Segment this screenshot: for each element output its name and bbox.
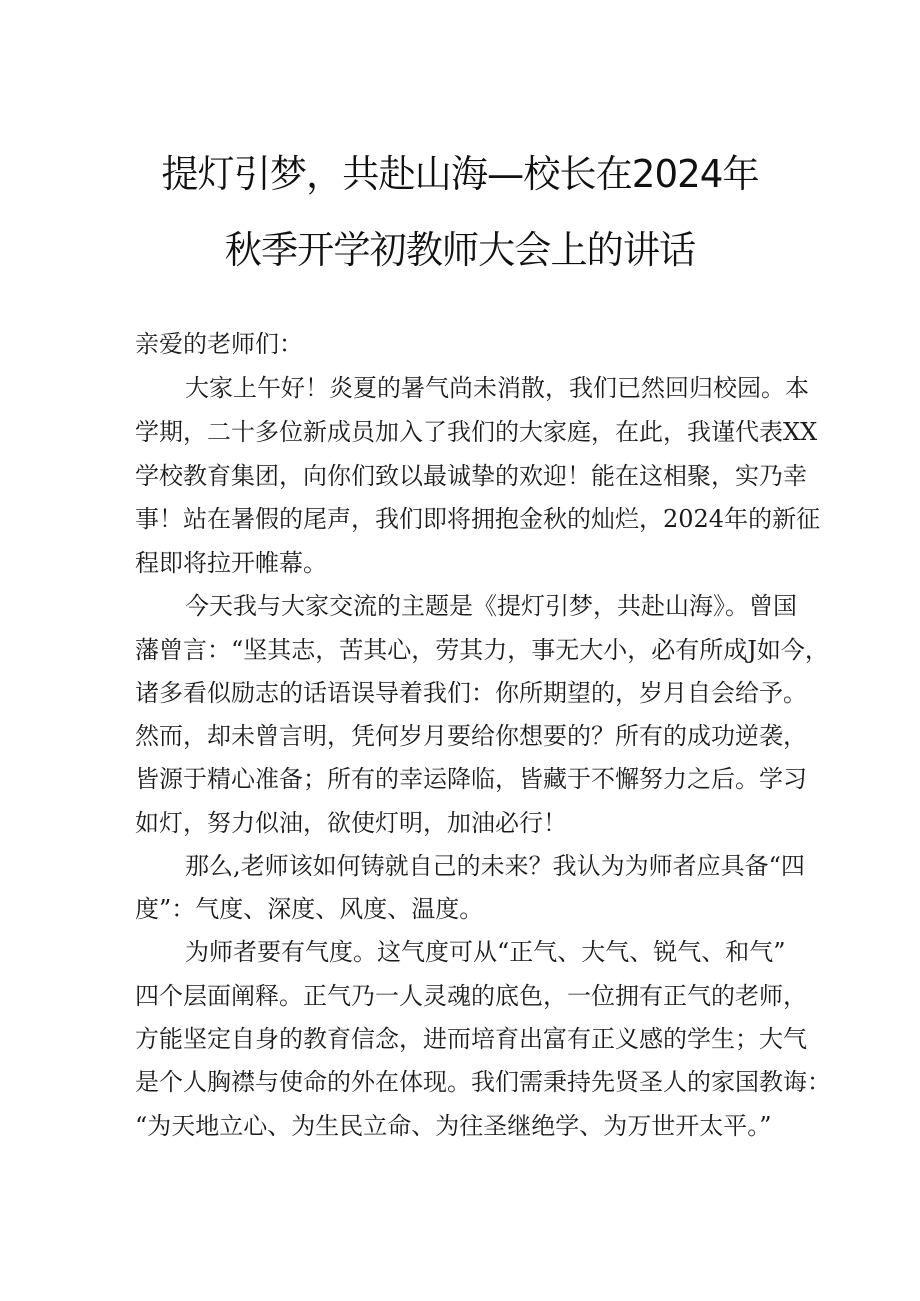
paragraph-4-line-2: 四个层面阐释。正气乃一人灵魂的底色，一位拥有正气的老师， (135, 982, 807, 1010)
paragraph-2-line-1: 今天我与大家交流的主题是《提灯引梦，共赴山海》。曾国 (185, 592, 797, 620)
paragraph-3-line-1: 那么,老师该如何铸就自己的未来？我认为为师者应具备“四 (185, 852, 805, 880)
document-title-line-2: 秋季开学初教师大会上的讲话 (224, 228, 696, 272)
paragraph-1-line-4: 事！站在暑假的尾声，我们即将拥抱金秋的灿烂，2024年的新征 (135, 505, 821, 533)
document-title-line-1: 提灯引梦，共赴山海—校长在2024年 (161, 152, 759, 196)
paragraph-1-line-5: 程即将拉开帷幕。 (135, 549, 327, 577)
paragraph-4-line-3: 方能坚定自身的教育信念，进而培育出富有正义感的学生；大气 (135, 1025, 807, 1053)
paragraph-4-line-5: “为天地立心、为生民立命、为往圣继绝学、为万世开太平。” (135, 1112, 772, 1140)
salutation: 亲爱的老师们： (135, 330, 303, 358)
paragraph-2-line-3: 诸多看似励志的话语误导着我们：你所期望的，岁月自会给予。 (135, 679, 807, 707)
paragraph-1-line-1: 大家上午好！炎夏的暑气尚未消散，我们已然回归校园。本 (185, 374, 809, 402)
paragraph-3-line-2: 度”：气度、深度、风度、温度。 (135, 895, 484, 923)
paragraph-4-line-1: 为师者要有气度。这气度可从“正气、大气、锐气、和气” (185, 938, 786, 966)
paragraph-2-line-4: 然而，却未曾言明，凭何岁月要给你想要的？所有的成功逆袭， (135, 722, 807, 750)
paragraph-2-line-5: 皆源于精心准备；所有的幸运降临，皆藏于不懈努力之后。学习 (135, 765, 807, 793)
paragraph-1-line-2: 学期，二十多位新成员加入了我们的大家庭，在此，我谨代表XX (135, 418, 818, 446)
paragraph-2-line-2: 藩曾言：“坚其志，苦其心，劳其力，事无大小，必有所成J如今， (135, 636, 829, 664)
paragraph-2-line-6: 如灯，努力似油，欲使灯明，加油必行！ (135, 809, 567, 837)
paragraph-4-line-4: 是个人胸襟与使命的外在体现。我们需秉持先贤圣人的家国教诲： (135, 1068, 831, 1096)
paragraph-1-line-3: 学校教育集团，向你们致以最诚挚的欢迎！能在这相聚，实乃幸 (135, 462, 807, 490)
